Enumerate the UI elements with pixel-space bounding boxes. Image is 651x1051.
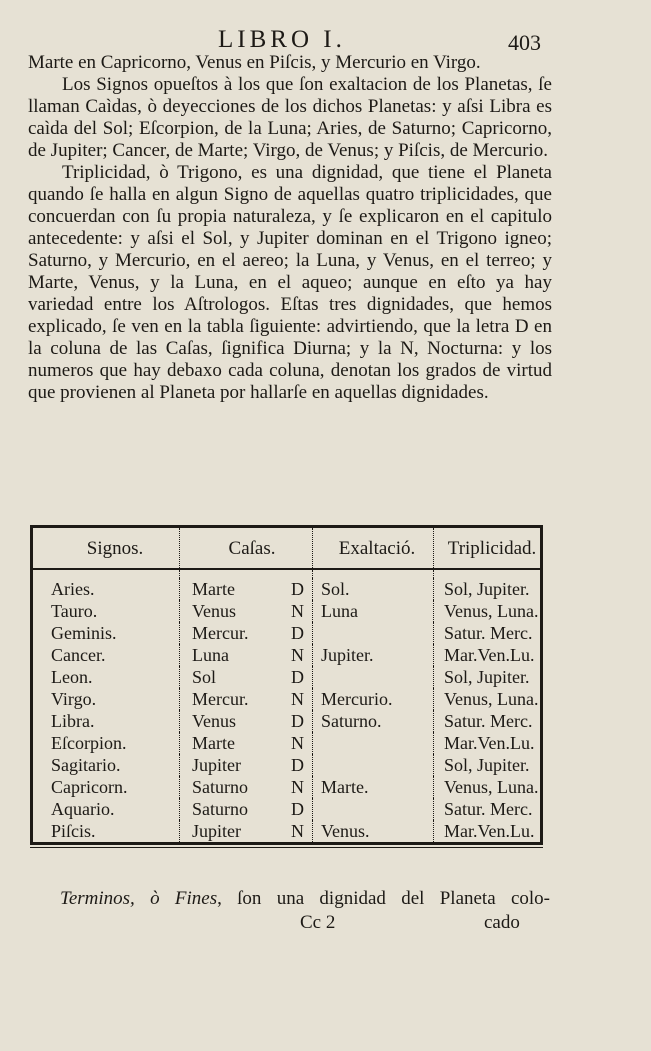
table-spacer [32, 569, 542, 578]
cell-triplicidad: Venus, Luna. [434, 600, 542, 622]
cell-exaltacion [313, 666, 434, 688]
table-header-row [32, 528, 542, 569]
cell-exaltacion [313, 732, 434, 754]
cell-signo: Sagitario. [32, 754, 180, 776]
table-row [32, 710, 542, 732]
cell-signo: Capricorn. [32, 776, 180, 798]
table-row [32, 622, 542, 644]
cell-triplicidad: Mar.Ven.Lu. [434, 820, 542, 842]
last-text-line [60, 888, 550, 910]
table-row [32, 666, 542, 688]
last-line-rest: , ſon una dignidad del Planeta colo- [217, 888, 550, 909]
cell-diurna-nocturna: D [291, 623, 304, 643]
cell-signo: Tauro. [32, 600, 180, 622]
paragraph-3: Triplicidad, ò Trigono, es una dignidad, que tiene el Planeta quando ſe halla en algun Signo de aquellas quatro triplicidades, que concuerdan con ſu propia naturaleza, y ſe explicaron en el capitulo antecedente: y aſsi el Sol, y Jupiter dominan en el Trigono igneo; Saturno, y Mercurio, en el aereo; la Luna, y Venus, en el terreo; y Marte, Venus, y la Luna, en el aqueo; aunque en eſto ya hay variedad entre los Aſtrologos. Eſtas tres dignidades, que hemos explicado, ſe ven en la tabla ſiguiente: advirtiendo, que la letra D en la coluna de las Caſas, ſignifica Diurna; y la N, Nocturna: y los numeros que hay debaxo cada coluna, denotan los grados de virtud que provienen al Planeta por hallarſe en aquellas dignidades. [28, 162, 552, 403]
table-row [32, 644, 542, 666]
cell-exaltacion: Sol. [313, 578, 434, 600]
cell-exaltacion: Jupiter. [313, 644, 434, 666]
cell-triplicidad: Mar.Ven.Lu. [434, 732, 542, 754]
last-line-italic: Terminos, ò Fines [60, 888, 218, 909]
cell-signo: Libra. [32, 710, 180, 732]
cell-triplicidad: Venus, Luna. [434, 688, 542, 710]
cell-signo: Leon. [32, 666, 180, 688]
cell-casa: Venus [180, 710, 247, 732]
cell-casa: Marte [180, 732, 247, 754]
cell-triplicidad: Sol, Jupiter. [434, 754, 542, 776]
cell-exaltacion [313, 754, 434, 776]
cell-diurna-nocturna: D [291, 711, 304, 731]
cell-casa: Venus [180, 600, 247, 622]
header-exaltacion: Exaltació. [313, 528, 434, 569]
cell-diurna-nocturna: D [291, 667, 304, 687]
cell-triplicidad: Satur. Merc. [434, 798, 542, 820]
cell-casa: Sol [180, 666, 247, 688]
cell-triplicidad: Sol, Jupiter. [434, 578, 542, 600]
table-bottom-rule-thin [30, 847, 543, 848]
paragraph-1: Marte en Capricorno, Venus en Piſcis, y Mercurio en Virgo. [28, 52, 481, 73]
page-header [0, 26, 651, 54]
cell-triplicidad: Satur. Merc. [434, 710, 542, 732]
table-bottom-rule [30, 842, 543, 845]
header-casas: Caſas. [180, 528, 313, 569]
cell-diurna-nocturna: N [291, 645, 304, 665]
cell-exaltacion: Marte. [313, 776, 434, 798]
cell-diurna-nocturna: D [291, 755, 304, 775]
cell-casa: Mercur. [180, 688, 247, 710]
cell-triplicidad: Venus, Luna. [434, 776, 542, 798]
cell-diurna-nocturna: N [291, 689, 304, 709]
cell-exaltacion: Venus. [313, 820, 434, 842]
cell-diurna-nocturna: N [291, 733, 304, 753]
cell-signo: Piſcis. [32, 820, 180, 842]
header-triplicidad: Triplicidad. [434, 528, 542, 569]
cell-exaltacion [313, 622, 434, 644]
table-row [32, 754, 542, 776]
cell-diurna-nocturna: D [291, 579, 304, 599]
page-number: 403 [508, 30, 541, 55]
catchword: cado [484, 912, 520, 933]
cell-diurna-nocturna: N [291, 777, 304, 797]
signature-mark: Cc 2 [300, 912, 336, 933]
table-row [32, 578, 542, 600]
cell-triplicidad: Mar.Ven.Lu. [434, 644, 542, 666]
cell-casa: Marte [180, 578, 247, 600]
header-signos: Signos. [32, 528, 180, 569]
cell-exaltacion: Mercurio. [313, 688, 434, 710]
cell-diurna-nocturna: D [291, 799, 304, 819]
table-row [32, 776, 542, 798]
table [30, 528, 543, 842]
dignities-table [30, 525, 543, 848]
cell-exaltacion: Luna [313, 600, 434, 622]
cell-casa: Saturno [180, 798, 247, 820]
paragraph-2: Los Signos opueſtos à los que ſon exaltacion de los Planetas, ſe llaman Caìdas, ò deyecciones de los dichos Planetas: y aſsi Libra es caìda del Sol; Eſcorpion, de la Luna; Aries, de Saturno; Capricorno, de Jupiter; Cancer, de Marte; Virgo, de Venus; y Piſcis, de Mercurio. [28, 74, 552, 161]
cell-triplicidad: Sol, Jupiter. [434, 666, 542, 688]
table-body [32, 569, 542, 842]
cell-signo: Geminis. [32, 622, 180, 644]
cell-signo: Eſcorpion. [32, 732, 180, 754]
table-row [32, 798, 542, 820]
cell-casa: Saturno [180, 776, 247, 798]
running-head: LIBRO I. [218, 26, 346, 53]
table-row [32, 688, 542, 710]
body-text [28, 52, 552, 404]
cell-triplicidad: Satur. Merc. [434, 622, 542, 644]
cell-signo: Virgo. [32, 688, 180, 710]
cell-casa: Luna [180, 644, 247, 666]
cell-exaltacion: Saturno. [313, 710, 434, 732]
cell-casa: Jupiter [180, 754, 247, 776]
cell-signo: Aries. [32, 578, 180, 600]
table-row [32, 820, 542, 842]
table-row [32, 732, 542, 754]
cell-signo: Aquario. [32, 798, 180, 820]
cell-casa: Jupiter [180, 820, 247, 842]
cell-casa: Mercur. [180, 622, 247, 644]
cell-exaltacion [313, 798, 434, 820]
cell-signo: Cancer. [32, 644, 180, 666]
cell-diurna-nocturna: N [291, 601, 304, 621]
table-row [32, 600, 542, 622]
cell-diurna-nocturna: N [291, 821, 304, 841]
